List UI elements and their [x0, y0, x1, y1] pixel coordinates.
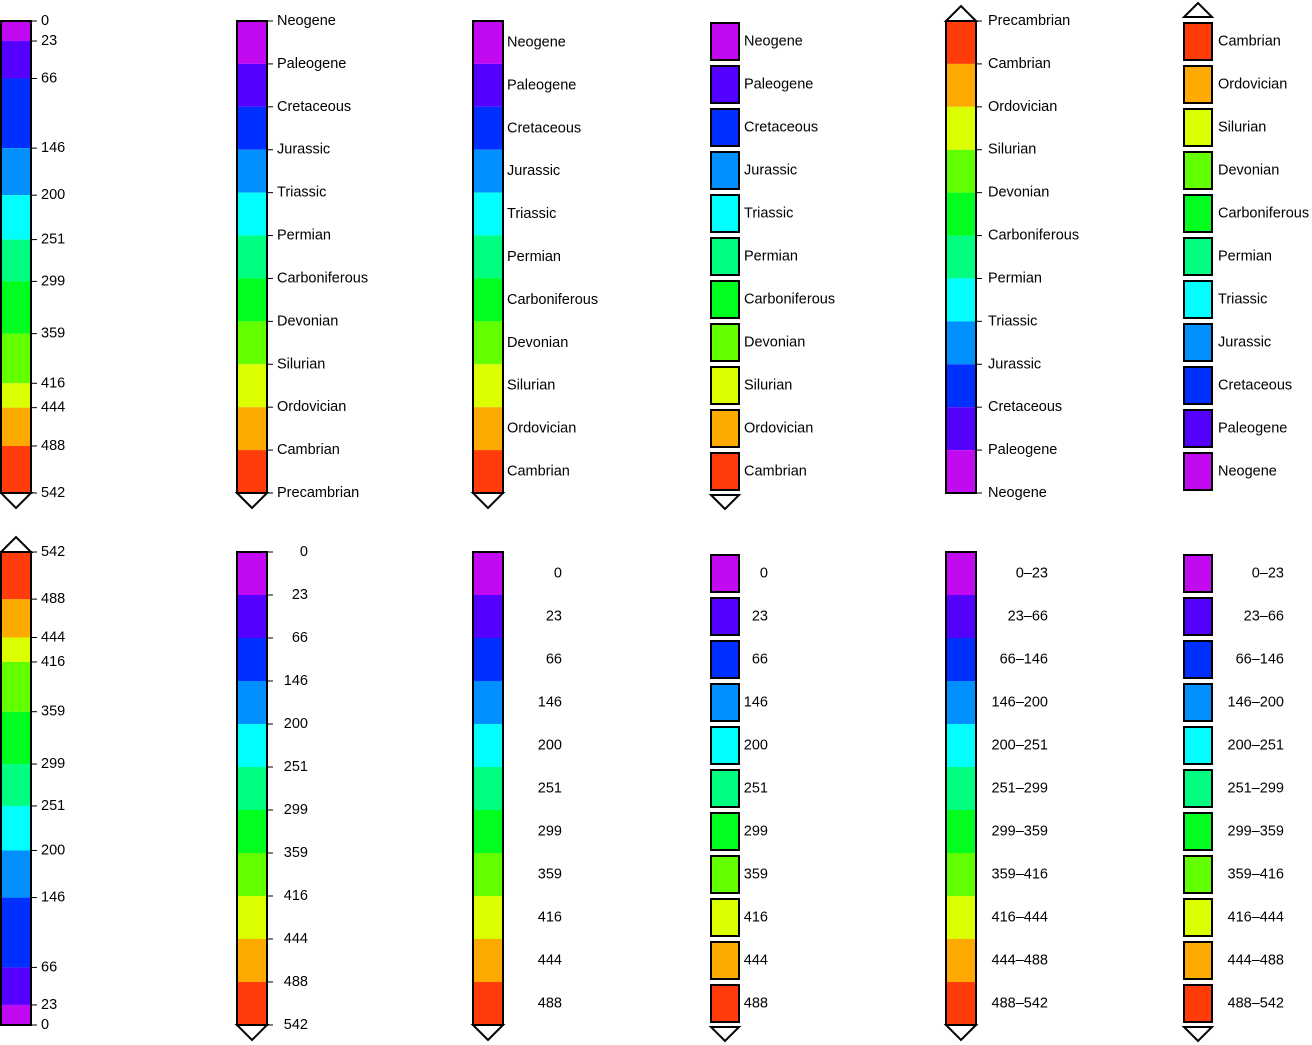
color-segment [237, 939, 267, 982]
boundary-label: Carboniferous [277, 270, 369, 287]
tick-label: 416 [41, 653, 66, 670]
color-segment [946, 810, 976, 853]
value-label: 416 [743, 909, 768, 926]
period-label: Triassic [507, 206, 557, 223]
extension-triangle-down [946, 1025, 976, 1040]
value-label: 0 [553, 565, 562, 582]
color-segment [473, 278, 503, 321]
color-segment [946, 364, 976, 407]
color-segment [1, 148, 31, 195]
legend-box [1184, 598, 1212, 635]
value-label: 299 [537, 823, 562, 840]
value-label: 146 [743, 694, 768, 711]
tick-label: 251 [283, 759, 308, 775]
color-segment [946, 107, 976, 150]
tick-label: 542 [283, 1017, 308, 1033]
range-label: 0–23 [1015, 565, 1048, 582]
color-segment [1, 446, 31, 493]
value-label: 444 [537, 952, 562, 969]
range-label: 299–359 [1227, 823, 1284, 840]
color-segment [473, 939, 503, 982]
color-segment [1, 599, 31, 637]
legend-box [1184, 281, 1212, 318]
tick-label: 200 [41, 187, 66, 204]
period-label: Jurassic [1218, 334, 1272, 351]
color-segment [473, 681, 503, 724]
tick-label: 146 [283, 673, 308, 689]
tick-label: 66 [41, 70, 58, 87]
color-segment [473, 810, 503, 853]
value-label: 23 [751, 608, 768, 625]
range-label: 66–146 [999, 651, 1048, 668]
color-segment [237, 150, 267, 193]
period-label: Cambrian [507, 463, 570, 480]
extension-triangle-down [473, 1025, 503, 1040]
tick-label: 488 [41, 591, 66, 608]
color-segment [1, 764, 31, 806]
color-segment [473, 638, 503, 681]
range-label: 416–444 [1227, 909, 1284, 926]
range-label: 200–251 [991, 737, 1048, 754]
legend-box [711, 813, 739, 850]
color-segment [473, 107, 503, 150]
boundary-label: Cretaceous [988, 399, 1063, 416]
legend-box [711, 195, 739, 232]
tick-label: 66 [291, 630, 308, 646]
period-label: Devonian [507, 334, 569, 351]
value-label: 359 [537, 866, 562, 883]
value-label: 146 [537, 694, 562, 711]
color-segment [237, 982, 267, 1025]
boundary-label: Triassic [277, 184, 327, 201]
range-label: 200–251 [1227, 737, 1284, 754]
period-label: Devonian [744, 334, 806, 351]
tick-label: 359 [41, 703, 66, 720]
color-segment [946, 638, 976, 681]
color-segment [237, 810, 267, 853]
boundary-label: Paleogene [277, 55, 347, 72]
legend-box [1184, 152, 1212, 189]
legend-box [1184, 813, 1212, 850]
legend-12-range-boxes [1184, 555, 1284, 1041]
tick-label: 200 [41, 842, 66, 859]
color-segment [473, 150, 503, 193]
legend-box [1184, 66, 1212, 103]
range-label: 146–200 [1227, 694, 1284, 711]
value-label: 416 [537, 909, 562, 926]
value-label: 23 [545, 608, 562, 625]
color-segment [1, 712, 31, 764]
color-segment [237, 236, 267, 279]
legend-box [711, 281, 739, 318]
period-label: Ordovician [744, 420, 814, 437]
range-label: 299–359 [991, 823, 1048, 840]
legend-box [711, 985, 739, 1022]
period-label: Silurian [744, 377, 793, 394]
colorbar-8-equal-boundaries [237, 544, 308, 1040]
legend-6-reversed-boxes [1184, 3, 1309, 490]
boundary-label: Ordovician [277, 399, 347, 416]
color-segment [1, 334, 31, 384]
range-label: 23–66 [1007, 608, 1048, 625]
legend-box [1184, 238, 1212, 275]
value-label: 66 [751, 651, 768, 668]
period-label: Ordovician [1218, 76, 1288, 93]
legend-10-value-boxes [711, 555, 768, 1041]
period-label: Jurassic [744, 162, 798, 179]
legend-box [1184, 195, 1212, 232]
legend-4-period-boxes [711, 23, 835, 509]
color-segment [237, 681, 267, 724]
period-label: Cambrian [744, 463, 807, 480]
color-segment [1, 408, 31, 446]
tick-label: 146 [41, 140, 66, 157]
boundary-label: Paleogene [988, 442, 1058, 459]
tick-label: 299 [41, 273, 66, 290]
color-segment [473, 407, 503, 450]
period-label: Devonian [1218, 162, 1280, 179]
tick-label: 200 [283, 716, 308, 732]
boundary-label: Jurassic [988, 356, 1042, 373]
color-segment [946, 896, 976, 939]
color-segment [473, 767, 503, 810]
tick-label: 66 [41, 959, 58, 976]
period-label: Silurian [507, 377, 556, 394]
legend-box [1184, 324, 1212, 361]
legend-box [711, 770, 739, 807]
color-segment [237, 724, 267, 767]
color-segment [1, 552, 31, 599]
tick-label: 444 [41, 629, 66, 646]
boundary-label: Neogene [277, 13, 336, 29]
tick-label: 359 [41, 325, 66, 342]
value-label: 66 [545, 651, 562, 668]
range-label: 251–299 [1227, 780, 1284, 797]
color-segment [946, 278, 976, 321]
range-label: 359–416 [1227, 866, 1284, 883]
tick-label: 488 [283, 974, 308, 990]
legend-box [711, 109, 739, 146]
color-segment [237, 552, 267, 595]
period-label: Permian [1218, 248, 1272, 265]
tick-label: 299 [283, 802, 308, 818]
period-label: Carboniferous [744, 291, 836, 308]
color-segment [237, 193, 267, 236]
value-label: 488 [743, 995, 768, 1012]
legend-box [1184, 367, 1212, 404]
color-segment [946, 64, 976, 107]
legend-box [711, 598, 739, 635]
tick-label: 251 [41, 797, 66, 814]
legend-box [1184, 555, 1212, 592]
legend-box [1184, 856, 1212, 893]
color-segment [237, 321, 267, 364]
color-segment [1, 240, 31, 282]
legend-box [711, 856, 739, 893]
legend-box [711, 410, 739, 447]
colorbar-11-ranges [946, 552, 1048, 1040]
legend-box [711, 555, 739, 592]
boundary-label: Silurian [277, 356, 326, 373]
legend-box [1184, 410, 1212, 447]
color-segment [946, 552, 976, 595]
legend-box [711, 942, 739, 979]
boundary-label: Precambrian [988, 13, 1071, 29]
period-label: Cambrian [1218, 33, 1281, 50]
colorbar-7-reversed-proportional [1, 537, 65, 1033]
color-segment [473, 364, 503, 407]
value-label: 251 [537, 780, 562, 797]
tick-label: 299 [41, 756, 66, 773]
range-label: 488–542 [1227, 995, 1284, 1012]
legend-box [1184, 684, 1212, 721]
color-segment [473, 982, 503, 1025]
color-segment [1, 41, 31, 78]
color-segment [237, 638, 267, 681]
boundary-label: Triassic [988, 313, 1038, 330]
boundary-label: Devonian [988, 184, 1050, 201]
color-segment [946, 724, 976, 767]
period-label: Carboniferous [1218, 205, 1310, 222]
range-label: 251–299 [991, 780, 1048, 797]
boundary-label: Silurian [988, 141, 1037, 158]
period-label: Silurian [1218, 119, 1267, 136]
legend-box [1184, 899, 1212, 936]
period-label: Triassic [1218, 291, 1268, 308]
extension-triangle-down [711, 495, 739, 509]
color-segment [473, 896, 503, 939]
period-label: Paleogene [744, 76, 814, 93]
extension-triangle-up [946, 6, 976, 21]
color-segment [946, 321, 976, 364]
period-label: Ordovician [507, 420, 577, 437]
extension-triangle-down [473, 493, 503, 508]
color-segment [473, 64, 503, 107]
legend-box [1184, 985, 1212, 1022]
color-segment [473, 724, 503, 767]
legend-box [1184, 727, 1212, 764]
tick-label: 416 [41, 375, 66, 392]
legend-box [1184, 109, 1212, 146]
legend-box [1184, 942, 1212, 979]
color-segment [946, 193, 976, 236]
colorbar-9-equal-values [473, 552, 562, 1040]
color-segment [1, 662, 31, 712]
period-label: Permian [507, 249, 561, 265]
color-segment [473, 595, 503, 638]
color-segment [946, 767, 976, 810]
range-label: 23–66 [1243, 608, 1284, 625]
value-label: 251 [743, 780, 768, 797]
color-segment [473, 236, 503, 279]
legend-box [1184, 453, 1212, 490]
boundary-label: Precambrian [277, 485, 360, 501]
period-label: Paleogene [507, 77, 577, 94]
color-segment [946, 21, 976, 64]
color-segment [946, 595, 976, 638]
extension-triangle-down [1184, 1027, 1212, 1041]
boundary-label: Neogene [988, 485, 1047, 501]
legend-box [711, 324, 739, 361]
legend-box [711, 23, 739, 60]
extension-triangle-down [237, 493, 267, 508]
color-segment [946, 982, 976, 1025]
range-label: 416–444 [991, 909, 1048, 926]
color-segment [237, 853, 267, 896]
boundary-label: Permian [277, 227, 331, 244]
boundary-label: Ordovician [988, 98, 1058, 115]
boundary-label: Cretaceous [277, 98, 352, 115]
range-label: 488–542 [991, 995, 1048, 1012]
color-segment [473, 21, 503, 64]
tick-label: 444 [41, 399, 66, 416]
legend-box [711, 66, 739, 103]
color-segment [237, 364, 267, 407]
colorbar-1-proportional [1, 13, 65, 508]
color-segment [237, 64, 267, 107]
period-label: Neogene [1218, 463, 1277, 480]
range-label: 146–200 [991, 694, 1048, 711]
color-segment [237, 21, 267, 64]
period-label: Permian [744, 248, 798, 265]
value-label: 444 [743, 952, 768, 969]
legend-box [711, 684, 739, 721]
legend-box [711, 727, 739, 764]
color-segment [1, 1005, 31, 1025]
color-segment [946, 853, 976, 896]
range-label: 0–23 [1251, 565, 1284, 582]
range-label: 444–488 [991, 952, 1048, 969]
range-label: 444–488 [1227, 952, 1284, 969]
color-segment [946, 450, 976, 493]
extension-triangle-down [711, 1027, 739, 1041]
color-segment [1, 967, 31, 1005]
value-label: 0 [759, 565, 768, 582]
color-segment [1, 806, 31, 851]
tick-label: 488 [41, 437, 66, 454]
period-label: Cretaceous [1218, 377, 1293, 394]
legend-box [711, 367, 739, 404]
legend-box [1184, 770, 1212, 807]
color-segment [473, 450, 503, 493]
color-segment [237, 896, 267, 939]
tick-label: 542 [41, 485, 66, 501]
boundary-label: Jurassic [277, 141, 331, 158]
color-segment [237, 767, 267, 810]
color-segment [1, 21, 31, 41]
color-segment [237, 450, 267, 493]
tick-label: 0 [299, 544, 308, 560]
legend-box [1184, 23, 1212, 60]
period-label: Neogene [507, 34, 566, 51]
color-segment [237, 107, 267, 150]
color-segment [1, 78, 31, 148]
value-label: 200 [537, 737, 562, 754]
tick-label: 146 [41, 889, 66, 906]
period-label: Paleogene [1218, 420, 1288, 437]
color-segment [1, 383, 31, 407]
period-label: Cretaceous [744, 119, 819, 136]
color-segment [1, 850, 31, 897]
tick-label: 23 [41, 996, 58, 1013]
tick-label: 0 [41, 13, 50, 29]
value-label: 488 [537, 995, 562, 1012]
tick-label: 359 [283, 845, 308, 861]
boundary-label: Cambrian [277, 442, 340, 459]
color-segment [473, 193, 503, 236]
color-segment [1, 195, 31, 239]
period-label: Triassic [744, 205, 794, 222]
tick-label: 444 [283, 931, 308, 947]
legend-box [711, 238, 739, 275]
extension-triangle-up [1184, 3, 1212, 17]
period-label: Cretaceous [507, 120, 582, 137]
period-label: Jurassic [507, 163, 561, 180]
value-label: 359 [743, 866, 768, 883]
range-label: 359–416 [991, 866, 1048, 883]
tick-label: 416 [283, 888, 308, 904]
value-label: 299 [743, 823, 768, 840]
color-segment [1, 898, 31, 968]
extension-triangle-down [1, 493, 31, 508]
colorbar-2-period-boundaries [237, 13, 368, 508]
color-segment [237, 595, 267, 638]
color-segment [473, 321, 503, 364]
color-segment [237, 407, 267, 450]
boundary-label: Permian [988, 270, 1042, 287]
color-segment [946, 681, 976, 724]
extension-triangle-up [1, 537, 31, 552]
tick-label: 542 [41, 544, 66, 560]
color-segment [946, 939, 976, 982]
extension-triangle-down [237, 1025, 267, 1040]
color-segment [237, 278, 267, 321]
legend-box [711, 152, 739, 189]
legend-box [711, 899, 739, 936]
legend-box [711, 453, 739, 490]
color-segment [473, 853, 503, 896]
period-label: Carboniferous [507, 291, 599, 308]
boundary-label: Carboniferous [988, 227, 1080, 244]
color-segment [1, 281, 31, 333]
color-segment [473, 552, 503, 595]
color-segment [946, 150, 976, 193]
period-label: Neogene [744, 33, 803, 50]
tick-label: 0 [41, 1017, 50, 1033]
colorbar-5-reversed-names [946, 6, 1079, 501]
color-segment [946, 236, 976, 279]
colorbar-3-period-names [473, 21, 598, 508]
boundary-label: Cambrian [988, 55, 1051, 72]
color-segment [1, 638, 31, 662]
legend-box [1184, 641, 1212, 678]
boundary-label: Devonian [277, 313, 339, 330]
tick-label: 251 [41, 231, 66, 248]
range-label: 66–146 [1235, 651, 1284, 668]
tick-label: 23 [41, 33, 58, 50]
legend-box [711, 641, 739, 678]
value-label: 200 [743, 737, 768, 754]
color-segment [946, 407, 976, 450]
tick-label: 23 [291, 587, 308, 603]
